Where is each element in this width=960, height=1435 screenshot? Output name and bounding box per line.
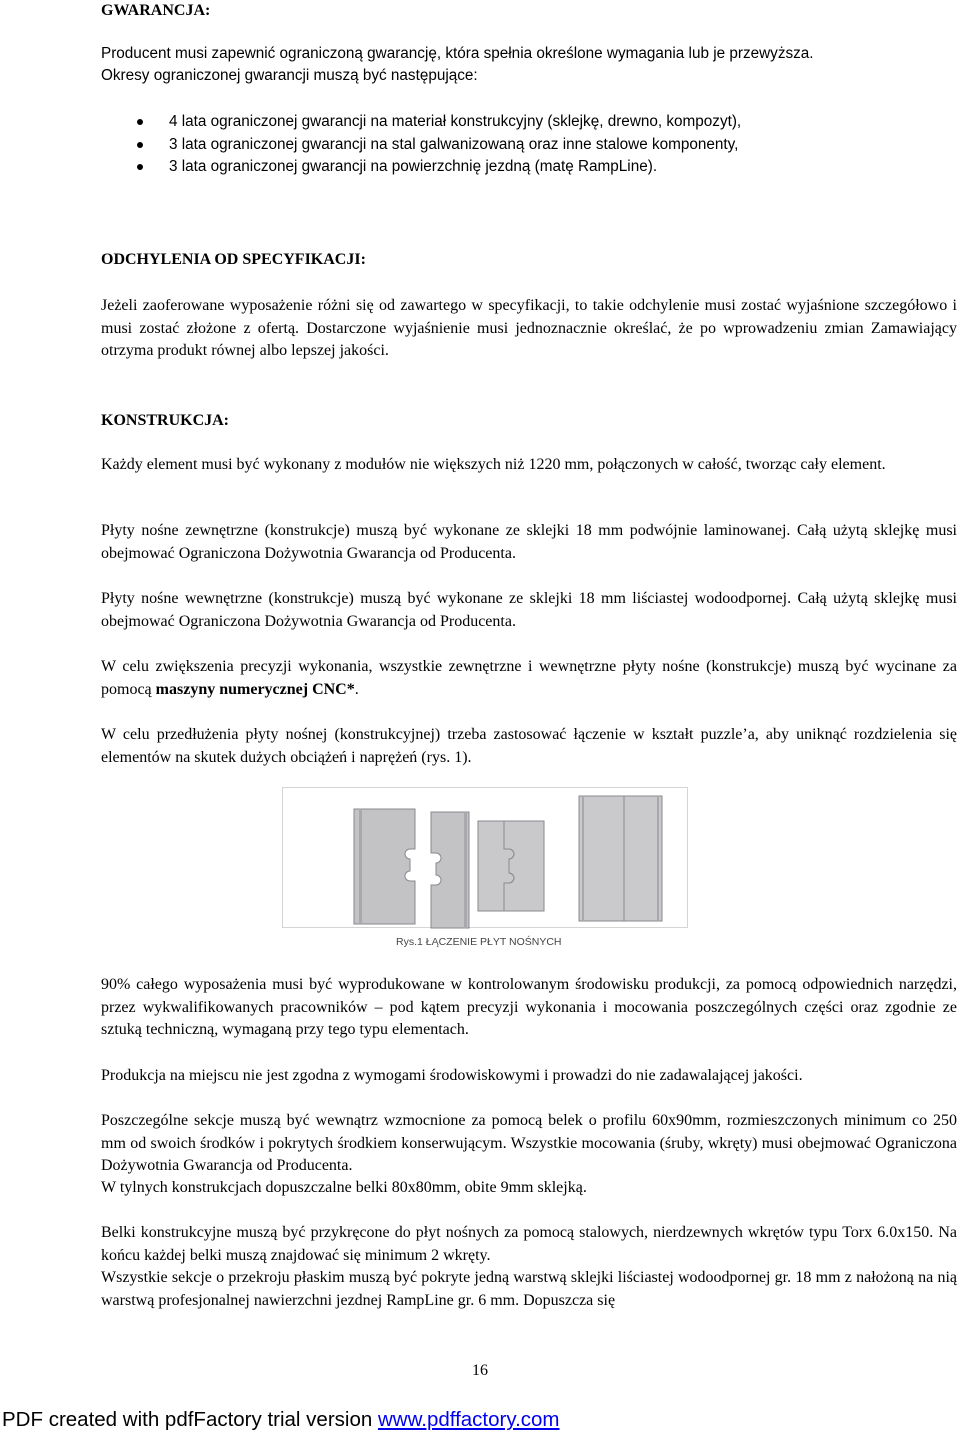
- page-number: 16: [472, 1362, 488, 1379]
- pdffactory-link[interactable]: www.pdffactory.com: [377, 1408, 560, 1431]
- bullet-icon: [137, 119, 143, 125]
- heading-gwarancja: GWARANCJA:: [101, 2, 211, 19]
- list-item: 3 lata ograniczonej gwarancji na stal galwanizowaną oraz inne stalowe komponenty,: [101, 134, 960, 157]
- cnc-emphasis: maszyny numerycznej CNC*: [155, 680, 355, 698]
- panel-joined: [579, 796, 662, 921]
- konstrukcja-p4: W celu zwiększenia precyzji wykonania, wszystkie zewnętrzne i wewnętrzne płyty nośne (konstrukcje) muszą być wycinane za pomocą maszyny numerycznej CNC*.: [101, 658, 957, 698]
- panel-mid-b: [504, 821, 544, 911]
- konstrukcja-p5: W celu przedłużenia płyty nośnej (konstrukcyjnej) trzeba zastosować łączenie w kształt puzzle’a, aby uniknąć rozdzielenia się elementów na skutek dużych obciążeń i naprężeń (rys. 1).: [101, 726, 957, 766]
- konstrukcja-p7: Produkcja na miejscu nie jest zgodna z wymogami środowiskowymi i prowadzi do nie zadawalającej jakości.: [101, 1067, 803, 1084]
- figure-caption: Rys.1 ŁĄCZENIE PŁYT NOŚNYCH: [396, 936, 562, 948]
- gwarancja-intro-2: Okresy ograniczonej gwarancji muszą być następujące:: [101, 67, 478, 84]
- list-item: 3 lata ograniczonej gwarancji na powierzchnię jezdną (matę RampLine).: [101, 156, 960, 179]
- konstrukcja-p3: Płyty nośne wewnętrzne (konstrukcje) muszą być wykonane ze sklejki 18 mm liściastej wodoodpornej. Całą użytą sklejkę musi obejmować Ograniczona Dożywotnia Gwarancja od Producenta.: [101, 590, 957, 630]
- konstrukcja-p11: Wszystkie sekcje o przekroju płaskim muszą być pokryte jedną warstwą sklejki liściastej wodoodpornej gr. 18 mm z nałożoną na nią warstwą profesjonalnej nawierzchni jezdnej RampLine gr. 6 mm. Dopuszcza się: [101, 1269, 957, 1309]
- gwarancja-intro-1: Producent musi zapewnić ograniczoną gwarancję, która spełnia określone wymagania lub je przewyższa.: [101, 45, 814, 62]
- panel-left-a: [354, 809, 415, 924]
- panel-left-b: [431, 812, 469, 928]
- list-item: 4 lata ograniczonej gwarancji na materiał konstrukcyjny (sklejkę, drewno, kompozyt),: [101, 111, 960, 134]
- konstrukcja-p6: 90% całego wyposażenia musi być wyprodukowane w kontrolowanym środowisku produkcji, za pomocą odpowiednich narzędzi, przez wykwalifikowanych pracowników – pod kątem precyzji wykonania i mocowania poszczególnych części oraz zgodnie ze sztuką techniczną, wymaganą przy tego typu elementach.: [101, 976, 957, 1038]
- puzzle-joint-figure: [282, 787, 688, 950]
- konstrukcja-p9: W tylnych konstrukcjach dopuszczalne belki 80x80mm, obite 9mm sklejką.: [101, 1179, 587, 1196]
- bullet-icon: [137, 164, 143, 170]
- konstrukcja-p10: Belki konstrukcyjne muszą być przykręcone do płyt nośnych za pomocą stalowych, nierdzewnych wkrętów typu Torx 6.0x150. Na końcu każdej belki muszą znajdować się minimum 2 wkręty.: [101, 1224, 957, 1264]
- heading-konstrukcja: KONSTRUKCJA:: [101, 412, 230, 429]
- bullet-icon: [137, 142, 143, 148]
- pdf-footer: PDF created with pdfFactory trial version www.pdffactory.com: [2, 1408, 560, 1431]
- konstrukcja-p8: Poszczególne sekcje muszą być wewnątrz wzmocnione za pomocą belek o profilu 60x90mm, rozmieszczonych minimum co 250 mm od swoich środków i pokrytych środkiem konserwującym. Wszystkie mocowania (śruby, wkręty) musi obejmować Ograniczona Dożywotnia Gwarancja od Producenta.: [101, 1112, 957, 1174]
- warranty-list: [101, 111, 960, 179]
- konstrukcja-p2: Płyty nośne zewnętrzne (konstrukcje) muszą być wykonane ze sklejki 18 mm podwójnie laminowanej. Całą użytą sklejkę musi obejmować Ograniczona Dożywotnia Gwarancja od Producenta.: [101, 522, 957, 562]
- heading-odchylenia: ODCHYLENIA OD SPECYFIKACJI:: [101, 251, 366, 268]
- odchylenia-text: Jeżeli zaoferowane wyposażenie różni się od zawartego w specyfikacji, to takie odchylenie musi zostać wyjaśnione szczegółowo i musi zostać złożone z ofertą. Dostarczone wyjaśnienie musi jednoznacznie określać, że po wprowadzeniu zmian Zamawiający otrzyma produkt równej albo lepszej jakości.: [101, 297, 957, 359]
- konstrukcja-p1: Każdy element musi być wykonany z modułów nie większych niż 1220 mm, połączonych w całość, tworząc cały element.: [101, 456, 886, 473]
